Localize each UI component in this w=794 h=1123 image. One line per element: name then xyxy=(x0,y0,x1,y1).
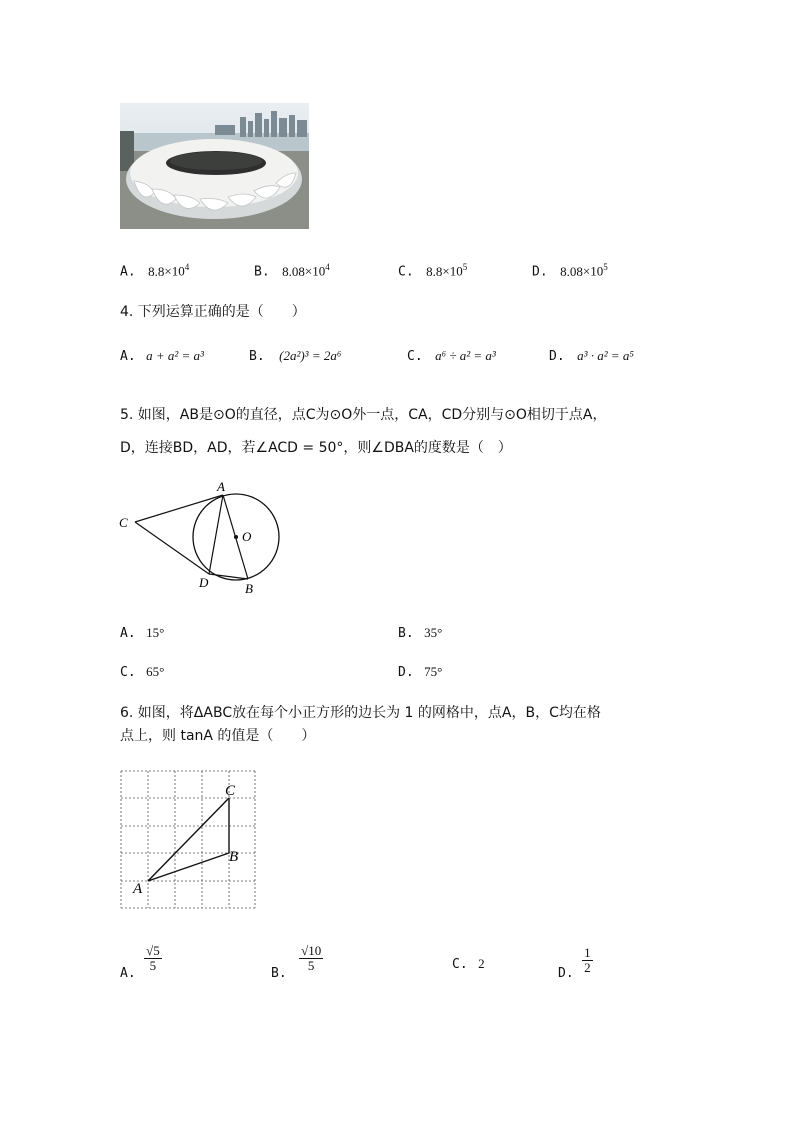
option-label: D. xyxy=(532,264,548,280)
option-value: 2 xyxy=(478,956,485,971)
option-label: B. xyxy=(254,264,270,280)
q5-option-b[interactable] xyxy=(398,625,442,641)
option-value: 35° xyxy=(424,625,443,640)
option-exponent: 4 xyxy=(325,262,330,272)
option-expression: a³ · a² = a⁵ xyxy=(577,348,634,363)
fraction-numerator: √10 xyxy=(301,943,322,958)
fraction-denominator: 2 xyxy=(584,960,591,976)
option-value: 15° xyxy=(146,625,165,640)
q3-option-b[interactable] xyxy=(254,262,330,280)
option-fraction xyxy=(299,944,323,974)
segment-cd xyxy=(135,522,209,574)
option-exponent: 4 xyxy=(184,262,190,272)
q6-option-a[interactable] xyxy=(120,944,162,981)
option-times: ×10 xyxy=(164,263,185,279)
fraction-denominator: 5 xyxy=(149,958,157,974)
option-label: C. xyxy=(407,349,423,364)
q6-stem-line1: 6. 如图，将ΔABC放在每个小正方形的边长为 1 的网格中，点A，B，C均在格 xyxy=(120,705,601,721)
q4-option-a[interactable] xyxy=(120,348,204,364)
center-o-dot xyxy=(234,535,238,539)
fraction-denominator: 5 xyxy=(307,958,315,974)
stadium-photo xyxy=(120,103,309,229)
label-d: D xyxy=(199,575,209,590)
fraction-numerator: 1 xyxy=(584,945,591,960)
q6-option-d[interactable] xyxy=(558,946,593,981)
option-label: A. xyxy=(120,264,136,280)
option-fraction xyxy=(144,944,162,974)
option-mantissa: 8.8 xyxy=(426,263,443,279)
segment-ca xyxy=(135,495,223,522)
q3-option-d[interactable] xyxy=(532,262,608,280)
option-label: D. xyxy=(549,349,565,364)
option-label: A. xyxy=(120,349,136,364)
q6-grid-figure xyxy=(119,769,259,911)
label-b: B xyxy=(245,581,253,596)
option-label: D. xyxy=(398,665,414,680)
option-label: C. xyxy=(398,264,414,280)
option-label: D. xyxy=(558,965,574,981)
option-times: ×10 xyxy=(582,263,604,279)
q4-option-d[interactable] xyxy=(549,348,634,364)
option-label: B. xyxy=(271,965,287,981)
option-label: C. xyxy=(452,957,468,972)
option-expression: (2a²)³ = 2a⁶ xyxy=(279,348,342,363)
label-b: B xyxy=(229,849,239,865)
option-value: 65° xyxy=(146,664,165,679)
segment-ac xyxy=(148,798,229,881)
q5-stem-line1: 5. 如图，AB是⊙O的直径，点C为⊙O外一点，CA，CD分别与⊙O相切于点A， xyxy=(120,407,607,423)
option-label: A. xyxy=(120,626,136,641)
option-value: 75° xyxy=(424,664,443,679)
label-a: A xyxy=(217,479,225,494)
option-expression: a + a² = a³ xyxy=(146,348,204,363)
option-label: B. xyxy=(398,626,414,641)
option-label: A. xyxy=(120,965,136,981)
option-times: ×10 xyxy=(442,263,463,279)
option-label: C. xyxy=(120,665,136,680)
q5-option-c[interactable] xyxy=(120,664,164,680)
option-mantissa: 8.08 xyxy=(282,263,305,279)
segment-ab xyxy=(148,853,229,881)
fraction-numerator: √5 xyxy=(146,943,160,958)
q5-figure xyxy=(115,478,290,600)
label-c: C xyxy=(119,515,128,530)
q5-option-a[interactable] xyxy=(120,625,164,641)
q6-stem-line2: 点上，则 tanA 的值是（ ） xyxy=(120,728,316,744)
segment-ad xyxy=(209,495,223,574)
q3-option-a[interactable] xyxy=(120,262,189,280)
option-fraction xyxy=(582,946,593,976)
option-exponent: 5 xyxy=(462,262,468,272)
option-times: ×10 xyxy=(304,263,326,279)
q5-stem-line2: D，连接BD，AD，若∠ACD = 50°，则∠DBA的度数是（ ） xyxy=(120,440,512,456)
label-c: C xyxy=(225,783,236,799)
option-mantissa: 8.8 xyxy=(148,263,165,279)
q6-option-b[interactable] xyxy=(271,944,323,981)
q6-option-c[interactable] xyxy=(452,956,485,972)
label-o: O xyxy=(242,529,252,544)
q5-option-d[interactable] xyxy=(398,664,442,680)
segment-db xyxy=(209,574,248,579)
q4-option-c[interactable] xyxy=(407,348,496,364)
q4-stem: 4. 下列运算正确的是（ ） xyxy=(120,304,306,320)
option-exponent: 5 xyxy=(603,262,608,272)
option-expression: a⁶ ÷ a² = a³ xyxy=(435,348,496,363)
q4-option-b[interactable] xyxy=(249,348,341,364)
option-mantissa: 8.08 xyxy=(560,263,583,279)
q3-option-c[interactable] xyxy=(398,262,467,280)
label-a: A xyxy=(133,881,143,897)
option-label: B. xyxy=(249,349,265,364)
